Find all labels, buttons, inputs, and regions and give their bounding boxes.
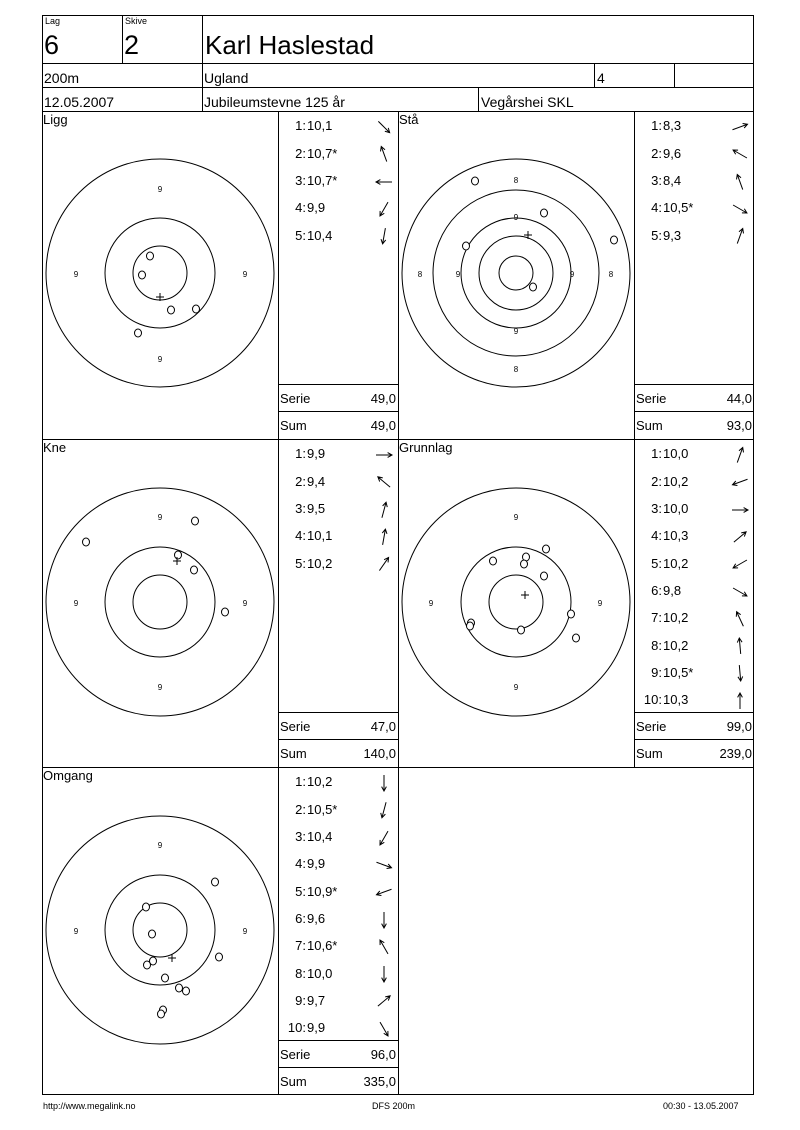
shot-row [278, 801, 395, 819]
target-ring [133, 575, 187, 629]
target-ligg [46, 159, 274, 387]
shot-value: 10,2 [663, 555, 689, 571]
shot-hole [541, 209, 548, 217]
shot-value: 10,1 [307, 118, 333, 134]
shot-hole [490, 557, 497, 565]
shot-hole [222, 608, 229, 616]
serie-value: 44,0 [726, 391, 752, 406]
shot-number: 2: [651, 473, 662, 489]
sum-label: Sum [280, 1074, 307, 1089]
shot-row [278, 501, 395, 519]
shot-number: 1: [651, 118, 662, 134]
direction-arrow-icon [373, 856, 395, 874]
panel-title-omgang: Omgang [43, 768, 93, 783]
direction-arrow-icon [729, 610, 751, 628]
shot-value: 9,9 [307, 856, 326, 872]
ring-number: 9 [597, 599, 603, 608]
direction-arrow-icon [373, 173, 395, 191]
shot-value: 10,7* [307, 145, 338, 161]
shot-number: 5: [295, 227, 306, 243]
serie-label: Serie [280, 719, 311, 734]
shot-number: 3: [295, 501, 306, 517]
shot-row [278, 173, 395, 191]
shot-number: 2: [651, 145, 662, 161]
shot-hole [216, 953, 223, 961]
club: Ugland [204, 70, 249, 86]
shot-number: 6: [295, 910, 306, 926]
direction-arrow-icon [373, 965, 395, 983]
target-ring [461, 547, 571, 657]
serie-value: 47,0 [370, 719, 396, 734]
shot-row [634, 145, 751, 163]
serie-value: 99,0 [726, 719, 752, 734]
shot-number: 3: [651, 501, 662, 517]
shot-hole [192, 517, 199, 525]
shot-value: 10,9* [307, 883, 338, 899]
shot-row [278, 829, 395, 847]
shot-number: 8: [651, 637, 662, 653]
ring-number: 9 [569, 270, 575, 279]
shot-number: 4: [295, 856, 306, 872]
direction-arrow-icon [373, 883, 395, 901]
sum-label: Sum [636, 418, 663, 433]
panel-title-sta: Stå [399, 112, 419, 127]
shot-row [634, 473, 751, 491]
shot-value: 10,5* [663, 664, 694, 680]
target-grunnlag [402, 488, 630, 716]
direction-arrow-icon [373, 227, 395, 245]
ring-number: 8 [513, 365, 519, 374]
shot-number: 3: [295, 173, 306, 189]
shot-hole [183, 987, 190, 995]
shot-value: 10,2 [663, 637, 689, 653]
shot-number: 3: [651, 173, 662, 189]
shot-number: 4: [651, 528, 662, 544]
shot-number: 9: [295, 992, 306, 1008]
ring-number: 9 [157, 841, 163, 850]
direction-arrow-icon [373, 501, 395, 519]
shot-number: 5: [651, 555, 662, 571]
shot-value: 9,6 [307, 910, 326, 926]
shot-hole [147, 252, 154, 260]
target-ring [461, 218, 571, 328]
target-kne [46, 488, 274, 716]
shot-value: 10,2 [307, 774, 333, 790]
direction-arrow-icon [373, 118, 395, 136]
shot-hole [149, 930, 156, 938]
shot-value: 9,9 [307, 446, 326, 462]
shot-value: 10,4 [307, 829, 333, 845]
shot-value: 8,4 [663, 173, 682, 189]
event-name: Jubileumstevne 125 år [204, 94, 345, 110]
shot-row [634, 528, 751, 546]
shot-value: 10,2 [307, 555, 333, 571]
shot-number: 4: [295, 200, 306, 216]
shot-row [634, 555, 751, 573]
shot-number: 4: [651, 200, 662, 216]
direction-arrow-icon [729, 583, 751, 601]
shot-value: 10,2 [663, 610, 689, 626]
direction-arrow-icon [729, 473, 751, 491]
shot-row [278, 992, 395, 1010]
ring-number: 9 [513, 683, 519, 692]
shot-row [634, 227, 751, 245]
shot-row [634, 637, 751, 655]
shot-row [634, 446, 751, 464]
shot-value: 10,4 [307, 227, 333, 243]
direction-arrow-icon [729, 145, 751, 163]
shot-number: 1: [295, 446, 306, 462]
ring-number: 9 [242, 599, 248, 608]
shot-hole [467, 622, 474, 630]
group-center-marker [521, 591, 529, 599]
shot-hole [162, 974, 169, 982]
shot-row [278, 118, 395, 136]
direction-arrow-icon [373, 555, 395, 573]
shot-value: 9,4 [307, 473, 326, 489]
target-ring [46, 488, 274, 716]
shot-row [278, 145, 395, 163]
shot-row [278, 528, 395, 546]
shot-row [634, 501, 751, 519]
ring-number: 9 [73, 927, 79, 936]
direction-arrow-icon [729, 227, 751, 245]
direction-arrow-icon [373, 992, 395, 1010]
target-ring [479, 236, 553, 310]
group-center-marker [524, 231, 532, 239]
shot-hole [541, 572, 548, 580]
shot-hole [518, 626, 525, 634]
panel-title-kne: Kne [43, 440, 67, 455]
ring-number: 9 [157, 683, 163, 692]
sum-value: 49,0 [370, 418, 396, 433]
target-ring [402, 159, 630, 387]
skive-label: Skive [125, 16, 148, 26]
organizer: Vegårshei SKL [481, 94, 574, 110]
shot-number: 7: [651, 610, 662, 626]
shot-number: 7: [295, 938, 306, 954]
direction-arrow-icon [373, 829, 395, 847]
shot-value: 10,3 [663, 528, 689, 544]
ring-number: 9 [513, 327, 519, 336]
shot-row [278, 555, 395, 573]
shot-number: 5: [651, 227, 662, 243]
direction-arrow-icon [729, 173, 751, 191]
shot-hole [543, 545, 550, 553]
shot-number: 1: [295, 118, 306, 134]
shot-hole [463, 242, 470, 250]
direction-arrow-icon [729, 664, 751, 682]
shot-hole [144, 961, 151, 969]
direction-arrow-icon [373, 528, 395, 546]
panel-title-grunnlag: Grunnlag [399, 440, 453, 455]
shot-number: 6: [651, 582, 662, 598]
shot-row [278, 938, 395, 956]
shot-hole [611, 236, 618, 244]
shot-hole [139, 271, 146, 279]
ring-number: 9 [242, 270, 248, 279]
shot-value: 9,9 [307, 200, 326, 216]
direction-arrow-icon [373, 1020, 395, 1038]
shot-hole [193, 305, 200, 313]
serie-value: 49,0 [370, 391, 396, 406]
ring-number: 8 [513, 176, 519, 185]
direction-arrow-icon [373, 938, 395, 956]
shot-row [278, 965, 395, 983]
shot-value: 9,9 [307, 1020, 326, 1036]
sum-label: Sum [280, 418, 307, 433]
shot-hole [176, 984, 183, 992]
direction-arrow-icon [373, 200, 395, 218]
shot-row [634, 664, 751, 682]
direction-arrow-icon [729, 118, 751, 136]
target-ring [499, 256, 533, 290]
shot-number: 10: [643, 692, 662, 708]
sum-label: Sum [636, 746, 663, 761]
shot-row [278, 774, 395, 792]
shot-row [278, 856, 395, 874]
ring-number: 8 [417, 270, 423, 279]
target-sta [402, 159, 630, 387]
shot-number: 5: [295, 555, 306, 571]
shot-hole [568, 610, 575, 618]
shot-number: 2: [295, 145, 306, 161]
shot-number: 2: [295, 473, 306, 489]
shot-hole [168, 306, 175, 314]
shot-number: 5: [295, 883, 306, 899]
ring-number: 8 [608, 270, 614, 279]
direction-arrow-icon [729, 200, 751, 218]
shot-row [278, 1020, 395, 1038]
shot-value: 10,0 [663, 446, 689, 462]
shot-value: 10,5* [663, 200, 694, 216]
direction-arrow-icon [729, 501, 751, 519]
serie-value: 96,0 [370, 1047, 396, 1062]
date: 12.05.2007 [44, 94, 115, 110]
shot-row [278, 911, 395, 929]
target-ring [105, 875, 215, 985]
footer-system: DFS 200m [372, 1101, 416, 1111]
distance: 200m [44, 70, 80, 86]
shot-number: 10: [287, 1020, 306, 1036]
shot-hole [573, 634, 580, 642]
shot-row [278, 446, 395, 464]
direction-arrow-icon [373, 473, 395, 491]
shot-value: 10,1 [307, 528, 333, 544]
ring-number: 9 [73, 270, 79, 279]
shot-row [634, 610, 751, 628]
direction-arrow-icon [729, 555, 751, 573]
shot-value: 10,6* [307, 938, 338, 954]
target-ring [489, 575, 543, 629]
target-ring [402, 488, 630, 716]
shot-value: 10,2 [663, 473, 689, 489]
shot-row [634, 583, 751, 601]
shot-hole [530, 283, 537, 291]
serie-label: Serie [636, 391, 667, 406]
sum-label: Sum [280, 746, 307, 761]
sum-value: 93,0 [726, 418, 752, 433]
shot-value: 9,7 [307, 992, 326, 1008]
shot-row [278, 883, 395, 901]
shot-hole [521, 560, 528, 568]
shot-value: 10,0 [307, 965, 333, 981]
shot-value: 9,3 [663, 227, 682, 243]
shot-value: 10,5* [307, 801, 338, 817]
shot-hole [472, 177, 479, 185]
shot-number: 3: [295, 829, 306, 845]
shot-value: 10,3 [663, 692, 689, 708]
shot-row [634, 692, 751, 710]
direction-arrow-icon [729, 637, 751, 655]
shot-row [634, 118, 751, 136]
ring-number: 9 [157, 513, 163, 522]
direction-arrow-icon [373, 911, 395, 929]
ring-number: 9 [513, 213, 519, 222]
target-ring [133, 903, 187, 957]
shot-row [278, 227, 395, 245]
direction-arrow-icon [373, 446, 395, 464]
ring-number: 9 [73, 599, 79, 608]
shot-hole [158, 1010, 165, 1018]
serie-label: Serie [280, 391, 311, 406]
direction-arrow-icon [729, 446, 751, 464]
direction-arrow-icon [373, 145, 395, 163]
sum-value: 335,0 [363, 1074, 396, 1089]
shot-value: 9,8 [663, 582, 682, 598]
shot-number: 1: [295, 774, 306, 790]
serie-label: Serie [280, 1047, 311, 1062]
target-ring [105, 547, 215, 657]
shot-hole [143, 903, 150, 911]
shot-value: 8,3 [663, 118, 682, 134]
ring-number: 9 [157, 355, 163, 364]
shot-value: 9,6 [663, 145, 682, 161]
ring-number: 9 [513, 513, 519, 522]
sum-value: 140,0 [363, 746, 396, 761]
shot-row [278, 473, 395, 491]
shot-number: 8: [295, 965, 306, 981]
ring-number: 9 [428, 599, 434, 608]
shot-row [634, 173, 751, 191]
serie-label: Serie [636, 719, 667, 734]
panel-title-ligg: Ligg [43, 112, 68, 127]
direction-arrow-icon [373, 801, 395, 819]
shot-hole [175, 551, 182, 559]
footer-timestamp: 00:30 - 13.05.2007 [663, 1101, 739, 1111]
footer-url[interactable]: http://www.megalink.no [43, 1101, 136, 1111]
target-omgang [46, 816, 274, 1044]
lag-label: Lag [45, 16, 61, 26]
shot-value: 10,0 [663, 501, 689, 517]
shot-value: 10,7* [307, 173, 338, 189]
shot-number: 9: [651, 664, 662, 680]
direction-arrow-icon [373, 774, 395, 792]
shot-hole [212, 878, 219, 886]
shot-value: 9,5 [307, 501, 326, 517]
skive-value: 2 [124, 30, 140, 60]
direction-arrow-icon [729, 692, 751, 710]
lag-value: 6 [44, 30, 60, 60]
shot-number: 2: [295, 801, 306, 817]
shot-hole [191, 566, 198, 574]
ring-number: 9 [455, 270, 461, 279]
shot-row [278, 200, 395, 218]
shot-hole [135, 329, 142, 337]
class: 4 [597, 70, 605, 86]
shot-number: 1: [651, 446, 662, 462]
shot-hole [83, 538, 90, 546]
ring-number: 9 [157, 185, 163, 194]
direction-arrow-icon [729, 528, 751, 546]
shooter-name: Karl Haslestad [205, 30, 375, 60]
shot-row [634, 200, 751, 218]
ring-number: 9 [242, 927, 248, 936]
shot-number: 4: [295, 528, 306, 544]
sum-value: 239,0 [719, 746, 752, 761]
